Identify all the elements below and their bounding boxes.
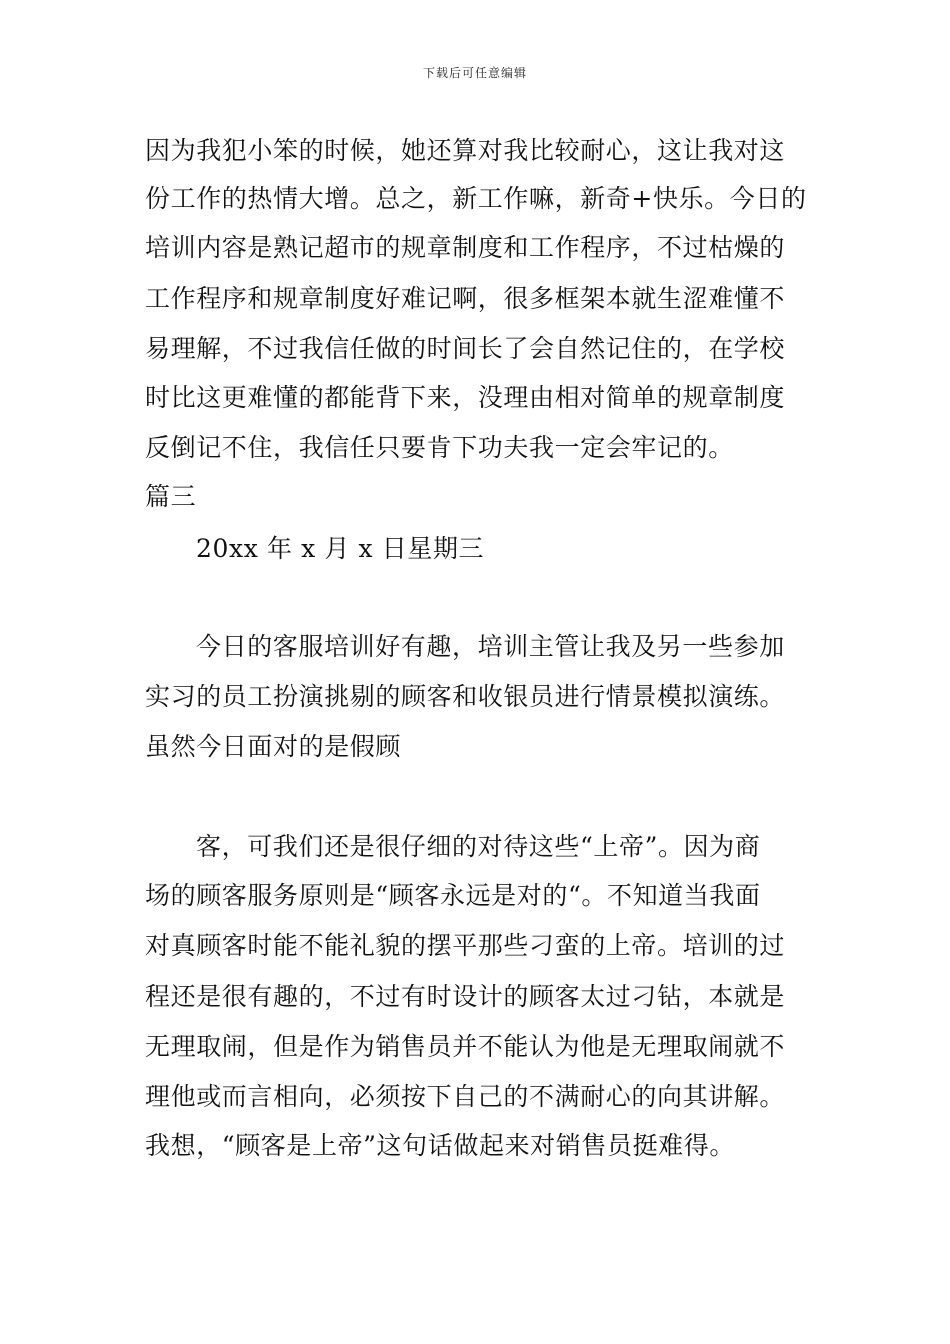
text-line: 程还是很有趣的，不过有时设计的顾客太过刁钻，本就是 bbox=[145, 982, 786, 1011]
text-line: 对真顾客时能不能礼貌的摆平那些刁蛮的上帝。培训的过 bbox=[145, 931, 786, 960]
text-line: 反倒记不住，我信任只要肯下功夫我一定会牢记的。 bbox=[145, 433, 734, 462]
page-header: 下载后可任意编辑 bbox=[422, 66, 527, 80]
text-line: 场的顾客服务原则是“顾客永远是对的“。不知道当我面 bbox=[145, 881, 761, 910]
text-line: 份工作的热情大增。总之，新工作嘛，新奇+快乐。今日的 bbox=[145, 184, 807, 213]
section-title: 篇三 bbox=[145, 482, 197, 511]
date-line: 20xx 年 x 月 x 日星期三 bbox=[196, 534, 485, 563]
text-line: 工作程序和规章制度好难记啊，很多框架本就生涩难懂不 bbox=[145, 284, 786, 313]
text-line: 因为我犯小笨的时候，她还算对我比较耐心，这让我对这 bbox=[145, 136, 786, 165]
text-line: 易理解，不过我信任做的时间长了会自然记住的，在学校 bbox=[145, 334, 786, 363]
text-line: 我想，“顾客是上帝”这句话做起来对销售员挺难得。 bbox=[145, 1131, 735, 1160]
text-line: 虽然今日面对的是假顾 bbox=[145, 732, 402, 761]
text-line: 无理取闹，但是作为销售员并不能认为他是无理取闹就不 bbox=[145, 1032, 786, 1061]
text-line: 今日的客服培训好有趣，培训主管让我及另一些参加 bbox=[196, 632, 785, 661]
text-line: 培训内容是熟记超市的规章制度和工作程序，不过枯燥的 bbox=[145, 233, 786, 262]
text-line: 时比这更难懂的都能背下来，没理由相对简单的规章制度 bbox=[145, 383, 786, 412]
text-line: 理他或而言相向，必须按下自己的不满耐心的向其讲解。 bbox=[145, 1082, 786, 1111]
text-line: 实习的员工扮演挑剔的顾客和收银员进行情景模拟演练。 bbox=[145, 682, 786, 711]
text-line: 客，可我们还是很仔细的对待这些“上帝”。因为商 bbox=[196, 832, 761, 861]
